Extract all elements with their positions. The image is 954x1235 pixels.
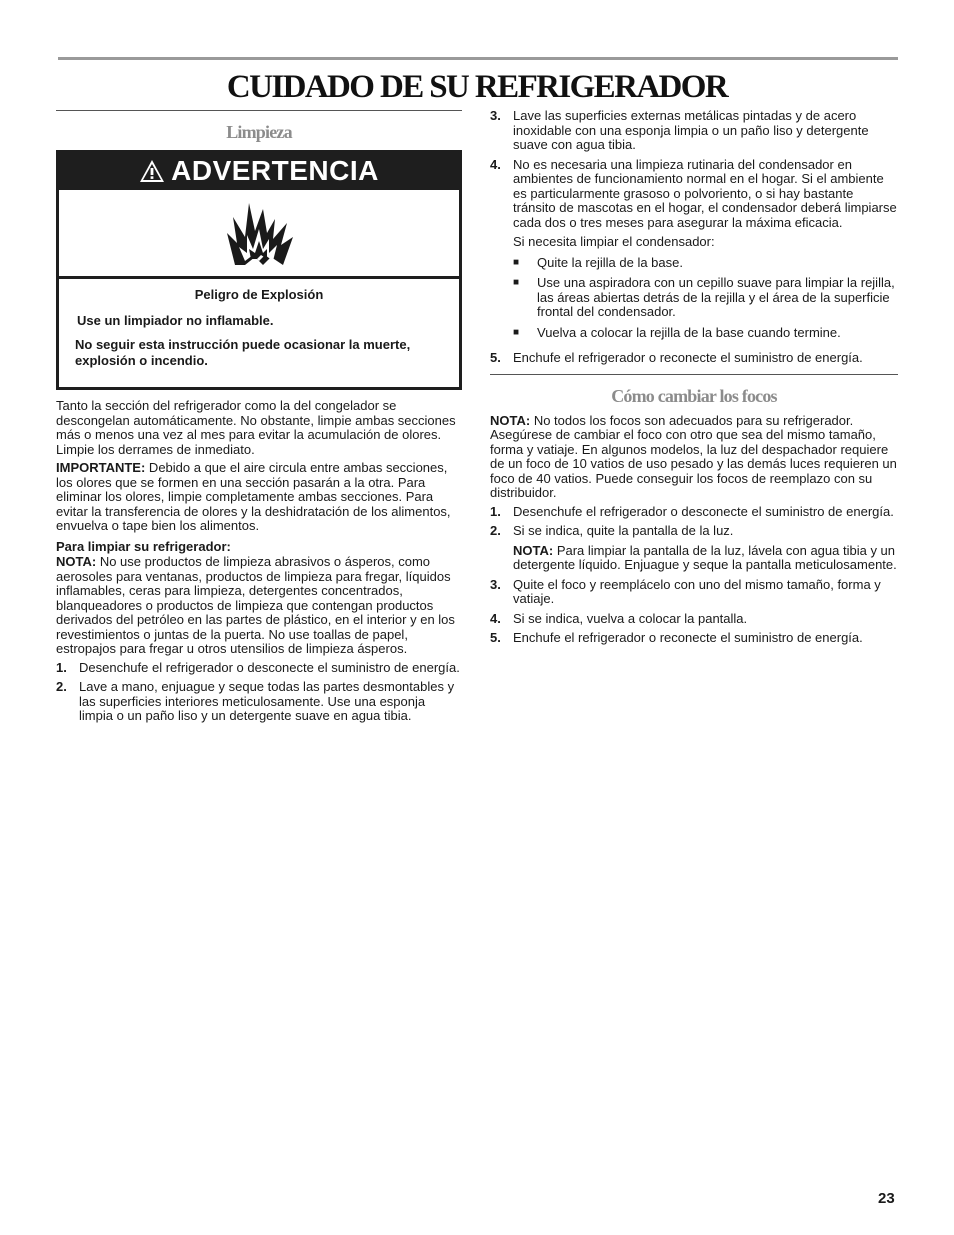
warning-box bbox=[56, 150, 462, 390]
note-text: No use productos de limpieza abrasivos o ásperos, como aerosoles para ventanas, productos de limpieza para fregar, líquidos inflamables, ceras para limpieza, detergentes concentrados, blanqueadores o productos de limpieza que contengan productos derivados del petróleo en las partes de plástico, en el interior y en los revestimientos o juntas de la puerta. No use toallas de papel, estropajos para fregar u otros utensilios de limpieza ásperos. bbox=[56, 554, 455, 656]
step-text: No es necesaria una limpieza rutinaria del condensador en ambientes de funcionamiento normal en el hogar. Si el ambiente es particularmente grasoso o polvoriento, o si hay bastante tránsito de mascotas en el hogar, el condensador deberá limpiarse cada dos o tres meses para asegurar la máxima eficacia. bbox=[513, 156, 897, 230]
note-label: NOTA: bbox=[490, 412, 531, 428]
step-number: 5. bbox=[490, 630, 501, 645]
step-number: 2. bbox=[490, 523, 501, 538]
bullet-square-icon: ■ bbox=[513, 277, 520, 288]
subheading-cleaning: Para limpiar su refrigerador: bbox=[56, 538, 231, 554]
bullet-text: Quite la rejilla de la base. bbox=[537, 254, 683, 270]
important-label: IMPORTANTE: bbox=[56, 460, 146, 475]
bullet-text: Vuelva a colocar la rejilla de la base cuando termine. bbox=[537, 324, 841, 340]
step-text: Desenchufe el refrigerador o desconecte el suministro de energía. bbox=[513, 503, 894, 519]
right-column bbox=[490, 109, 898, 651]
warning-symbol-area bbox=[59, 188, 459, 276]
list-item bbox=[490, 158, 898, 347]
step-text: Lave a mano, enjuague y seque todas las partes desmontables y las superficies interiores meticulosamente. Use una esponja limpia o un paño liso y un detergente suave en agua tibia. bbox=[79, 679, 455, 723]
step-text: Si se indica, vuelva a colocar la pantalla. bbox=[513, 610, 748, 626]
list-item bbox=[490, 612, 898, 627]
step-content bbox=[513, 158, 898, 347]
bullet-square-icon: ■ bbox=[513, 326, 520, 338]
note-text: Para limpiar la pantalla de la luz, lávela con agua tibia y un detergente líquido. Enjuague y seque la pantalla meticulosamente. bbox=[513, 542, 897, 572]
step-number: 3. bbox=[490, 108, 501, 123]
list-item bbox=[490, 109, 898, 153]
step-number: 1. bbox=[490, 503, 501, 519]
note-label: NOTA: bbox=[56, 554, 97, 569]
paragraph-focos-note bbox=[490, 414, 898, 501]
cleaning-steps-list-continued bbox=[490, 109, 898, 366]
page-number: 23 bbox=[878, 1190, 895, 1207]
step-number: 2. bbox=[56, 679, 67, 694]
warning-triangle-icon bbox=[139, 159, 165, 183]
condenser-bullets bbox=[513, 256, 898, 341]
step-number: 4. bbox=[490, 610, 501, 626]
step-number: 1. bbox=[56, 659, 67, 675]
paragraph-important bbox=[56, 461, 462, 534]
list-item bbox=[513, 256, 898, 271]
bullet-text: Use una aspiradora con un cepillo suave para limpiar la rejilla, las áreas abiertas detrás de la rejilla y el área de la superficie frontal del condensador. bbox=[537, 275, 895, 319]
list-item bbox=[56, 661, 462, 676]
page-title: CUIDADO DE SU REFRIGERADOR bbox=[226, 69, 728, 105]
warning-text bbox=[59, 279, 459, 387]
section-title-focos: Cómo cambiar los focos bbox=[611, 385, 777, 406]
step-text: Enchufe el refrigerador o reconecte el suministro de energía. bbox=[513, 630, 863, 645]
step-text: Lave las superficies externas metálicas pintadas y de acero inoxidable con una esponja limpia o un paño liso y detergente suave con agua tibia. bbox=[513, 108, 869, 152]
section-title-limpieza: Limpieza bbox=[226, 122, 292, 142]
top-rule bbox=[58, 57, 898, 60]
list-item bbox=[513, 276, 898, 320]
bullet-square-icon: ■ bbox=[513, 256, 520, 268]
explosion-hazard-icon bbox=[223, 199, 295, 267]
step-text: Si se indica, quite la pantalla de la luz. bbox=[513, 523, 734, 538]
step-content bbox=[513, 524, 898, 573]
warning-line-1: Use un limpiador no inflamable. bbox=[77, 313, 274, 328]
bulb-steps-list bbox=[490, 505, 898, 646]
list-item bbox=[490, 351, 898, 366]
step-text: Desenchufe el refrigerador o desconecte el suministro de energía. bbox=[79, 659, 460, 675]
section-rule bbox=[490, 374, 898, 375]
step-text: Quite el foco y reemplácelo con uno del mismo tamaño, forma y vatiaje. bbox=[513, 576, 881, 606]
section-rule bbox=[56, 110, 462, 111]
list-item bbox=[490, 631, 898, 646]
warning-line-2: No seguir esta instrucción puede ocasionar la muerte, explosión o incendio. bbox=[75, 337, 411, 368]
list-item bbox=[56, 680, 462, 724]
step-number: 5. bbox=[490, 350, 501, 365]
list-item bbox=[513, 326, 898, 341]
list-item bbox=[490, 505, 898, 520]
left-column bbox=[56, 110, 462, 729]
warning-heading: Peligro de Explosión bbox=[194, 287, 324, 302]
note-label: NOTA: bbox=[513, 542, 554, 558]
warning-label: ADVERTENCIA bbox=[171, 154, 379, 186]
note-text: No todos los focos son adecuados para su refrigerador. Asegúrese de cambiar el foco con otro que sea del mismo tamaño, forma y vatiaje. En algunos modelos, la luz del despachador requiere de un foco de 10 vatios de uso pesado y las demás luces requieren un foco de 40 vatios. Puede conseguir los focos de reemplazo con su distribuidor. bbox=[490, 412, 897, 500]
list-item bbox=[490, 524, 898, 573]
step-text: Enchufe el refrigerador o reconecte el suministro de energía. bbox=[513, 350, 863, 365]
warning-header bbox=[59, 153, 459, 188]
cleaning-steps-list bbox=[56, 661, 462, 724]
paragraph-intro: Tanto la sección del refrigerador como la del congelador se descongelan automáticamente. No obstante, limpie ambas secciones más o menos una vez al mes para evitar la acumulación de olores. Limpie los derrames de inmediato. bbox=[56, 398, 456, 457]
step-number: 4. bbox=[490, 156, 501, 172]
important-text: Debido a que el aire circula entre ambas secciones, los olores que se formen en una sección pasarán a la otra. Para eliminar los olores, limpie completamente ambas secciones. Para evitar la transferencia de olores y la deshidratación de los alimentos, envuelva o tape bien los alimentos. bbox=[56, 460, 451, 533]
step-note bbox=[513, 544, 898, 573]
step-number: 3. bbox=[490, 576, 501, 592]
list-item bbox=[490, 578, 898, 607]
condenser-intro: Si necesita limpiar el condensador: bbox=[513, 234, 715, 249]
paragraph-note bbox=[56, 555, 462, 657]
